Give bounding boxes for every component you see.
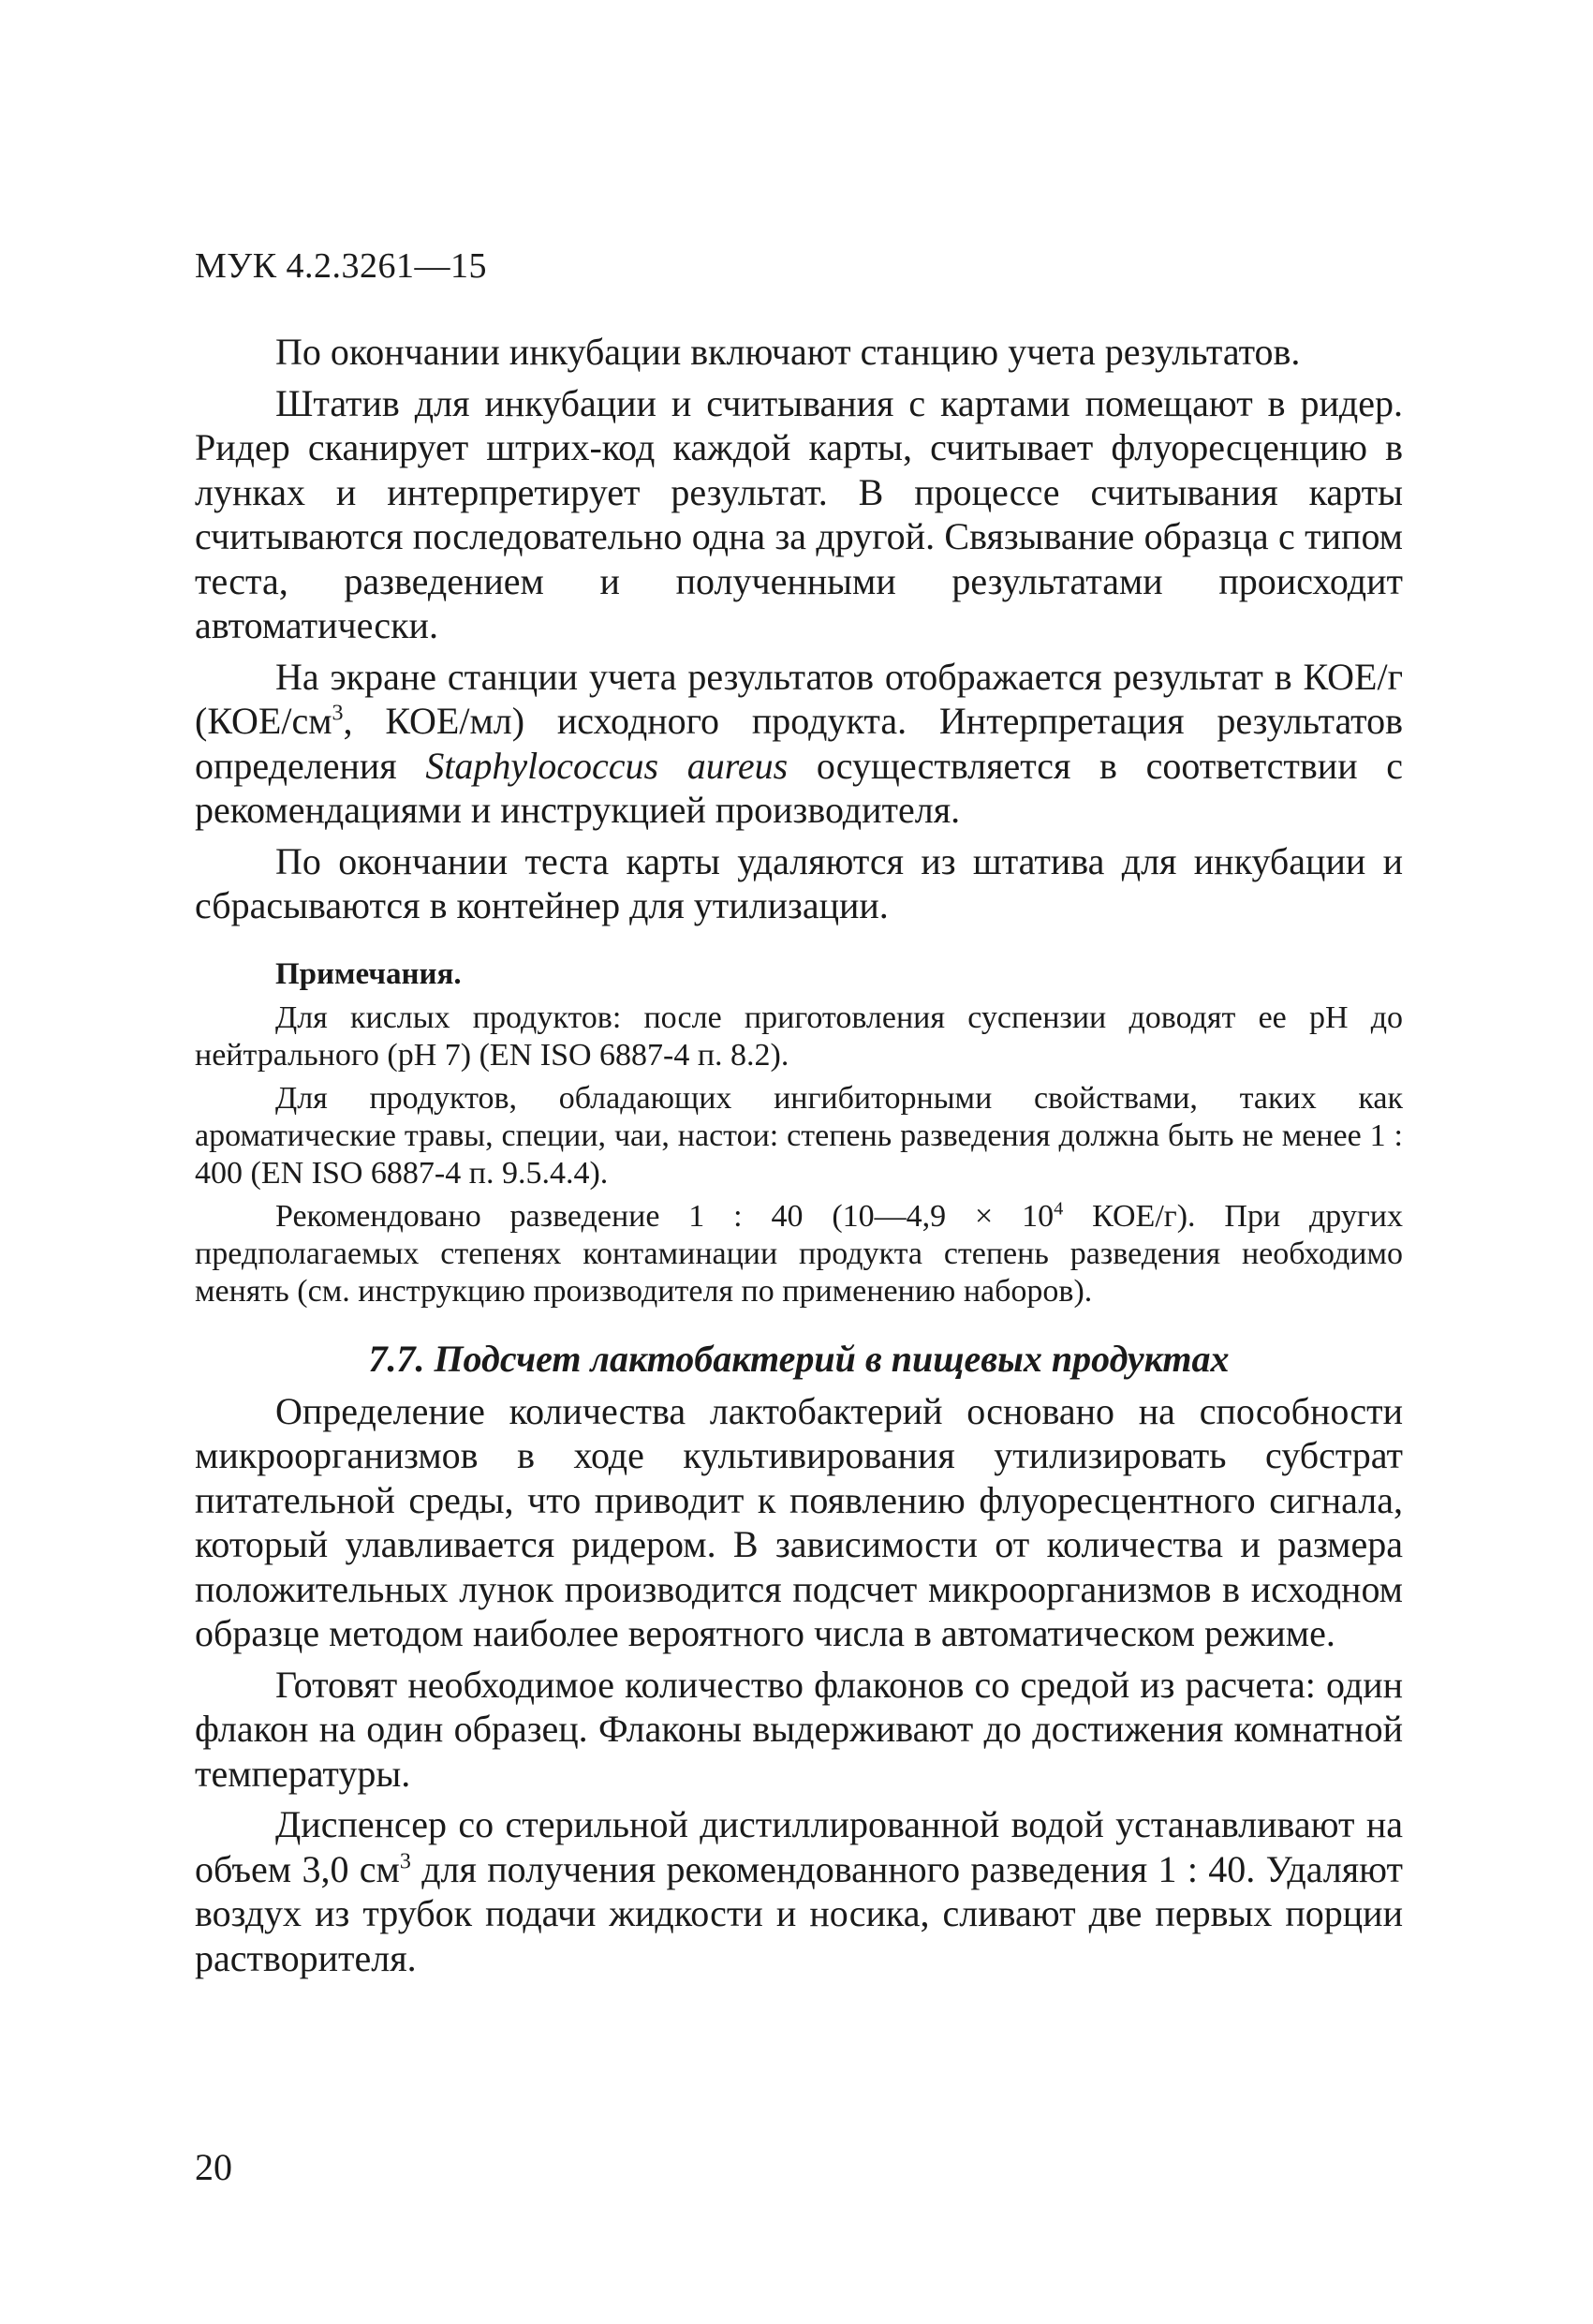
paragraph-text: Диспенсер со стерильной дистиллированной водой устанавливают на объем 3,0 см xyxy=(195,1803,1403,1890)
document-code: МУК 4.2.3261—15 xyxy=(195,246,488,286)
notes-title: Примечания. xyxy=(275,956,462,991)
section-heading: 7.7. Подсчет лактобактерий в пищевых продуктах xyxy=(368,1337,1230,1380)
page-body xyxy=(195,330,1403,1987)
species-name: Staphylococcus aureus xyxy=(425,744,789,787)
paragraph: Готовят необходимое количество флаконов со средой из расчета: один флакон на один образец. Флаконы выдерживают до достижения комнатной температуры. xyxy=(195,1663,1403,1795)
note-item: Для продуктов, обладающих ингибиторными свойствами, таких как ароматические травы, специи, чаи, настои: степень разведения должна быть не менее 1 : 400 (EN ISO 6887-4 п. 9.5.4.4). xyxy=(195,1080,1403,1191)
paragraph: По окончании теста карты удаляются из штатива для инкубации и сбрасываются в контейнер для утилизации. xyxy=(195,839,1403,926)
note-item: Для кислых продуктов: после приготовления суспензии доводят ее pH до нейтрального (pH 7) (EN ISO 6887-4 п. 8.2). xyxy=(195,999,1403,1073)
paragraph-text: осуществляется в соответствии с рекомендациями и инструкцией производителя. xyxy=(195,744,1403,831)
paragraph-text: , КОЕ/мл) исходного продукта. Интерпретация результатов определения xyxy=(195,700,1403,787)
paragraph xyxy=(195,1802,1403,1980)
paragraph xyxy=(195,655,1403,833)
paragraph: Штатив для инкубации и считывания с картами помещают в ридер. Ридер сканирует штрих-код каждой карты, считывает флуоресценцию в лунках и интерпретирует результат. В процессе считывания карты считываются последовательно одна за другой. Связывание образца с типом теста, разведением и полученными результатами происходит автоматически. xyxy=(195,381,1403,646)
paragraph: По окончании инкубации включают станцию учета результатов. xyxy=(275,331,1301,373)
note-item xyxy=(195,1198,1403,1310)
note-text: КОЕ/г). При других предполагаемых степенях контаминации продукта степень разведения необходимо менять (см. инструкцию производителя по применению наборов). xyxy=(195,1198,1404,1309)
paragraph: Определение количества лактобактерий основано на способности микроорганизмов в ходе культивирования утилизировать субстрат питательной среды, что приводит к появлению флуоресцентного сигнала, который улавливается ридером. В зависимости от количества и размера положительных лунок производится подсчет микроорганизмов в исходном образце методом наиболее вероятного числа в автоматическом режиме. xyxy=(195,1389,1403,1654)
superscript: 3 xyxy=(399,1849,411,1874)
superscript: 3 xyxy=(332,701,344,726)
paragraph-text: для получения рекомендованного разведения 1 : 40. Удаляют воздух из трубок подачи жидкости и носика, сливают две первых порции растворителя. xyxy=(195,1847,1404,1979)
paragraph-text: На экране станции учета результатов отображается результат в КОЕ/г (КОЕ/см xyxy=(195,655,1403,742)
superscript: 4 xyxy=(1054,1198,1064,1220)
page-number: 20 xyxy=(195,2146,232,2188)
notes-block xyxy=(195,955,1403,1310)
note-text: Рекомендовано разведение 1 : 40 (10—4,9 × 10 xyxy=(275,1198,1055,1234)
